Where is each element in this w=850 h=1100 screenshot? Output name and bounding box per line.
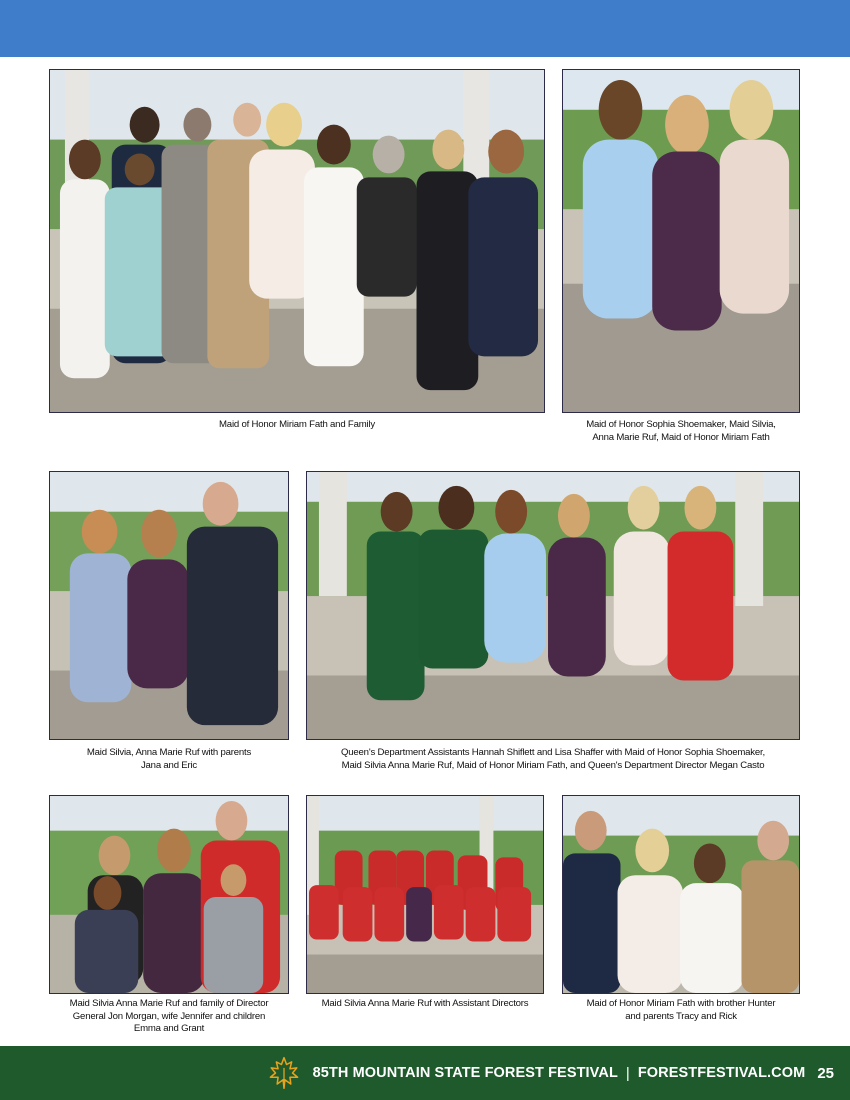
photo-family-fath (49, 69, 545, 413)
caption-line: Queen's Department Assistants Hannah Shiflett and Lisa Shaffer with Maid of Honor Sophia Shoemaker, (341, 747, 765, 758)
caption-line: Maid Silvia Anna Marie Ruf, Maid of Honor Miriam Fath, and Queen's Department Director Megan Casto (341, 759, 765, 771)
footer-content (267, 1046, 850, 1100)
photo-queens-department (306, 471, 800, 740)
caption-line: Jana and Eric (140, 759, 198, 771)
caption-line: Maid of Honor Sophia Shoemaker, Maid Silvia, (586, 419, 776, 430)
footer-website[interactable]: FORESTFESTIVAL.COM (637, 1065, 806, 1081)
caption-line: General Jon Morgan, wife Jennifer and children (72, 1010, 266, 1022)
photo-assistant-directors (306, 795, 544, 994)
caption-line: Maid Silvia, Anna Marie Ruf with parents (86, 747, 252, 758)
caption-line: and parents Tracy and Rick (625, 1010, 737, 1022)
caption-photo-1 (49, 419, 545, 432)
footer-bar (0, 1046, 850, 1100)
footer-separator: | (625, 1064, 630, 1082)
caption-photo-4 (290, 747, 816, 772)
photo-maids-trio (562, 69, 800, 413)
caption-line: Maid Silvia Anna Marie Ruf with Assistant Directors (321, 998, 529, 1009)
caption-photo-5 (40, 998, 298, 1036)
caption-photo-2 (540, 419, 822, 444)
caption-line: Emma and Grant (133, 1023, 205, 1034)
caption-line: Anna Marie Ruf, Maid of Honor Miriam Fath (592, 431, 770, 443)
caption-line: Maid Silvia Anna Marie Ruf and family of Director (69, 998, 269, 1009)
caption-photo-6 (300, 998, 550, 1011)
footer-event-name: 85TH MOUNTAIN STATE FOREST FESTIVAL (312, 1065, 618, 1081)
photo-fath-brother-parents (562, 795, 800, 994)
caption-photo-3 (49, 747, 289, 772)
photo-ruf-parents (49, 471, 289, 740)
caption-photo-7 (548, 998, 814, 1023)
maple-leaf-icon (267, 1056, 301, 1090)
photo-morgan-family (49, 795, 289, 994)
caption-line: Maid of Honor Miriam Fath and Family (219, 419, 375, 430)
header-bar (0, 0, 850, 57)
page-number: 25 (817, 1064, 834, 1082)
caption-line: Maid of Honor Miriam Fath with brother Hunter (586, 998, 776, 1009)
